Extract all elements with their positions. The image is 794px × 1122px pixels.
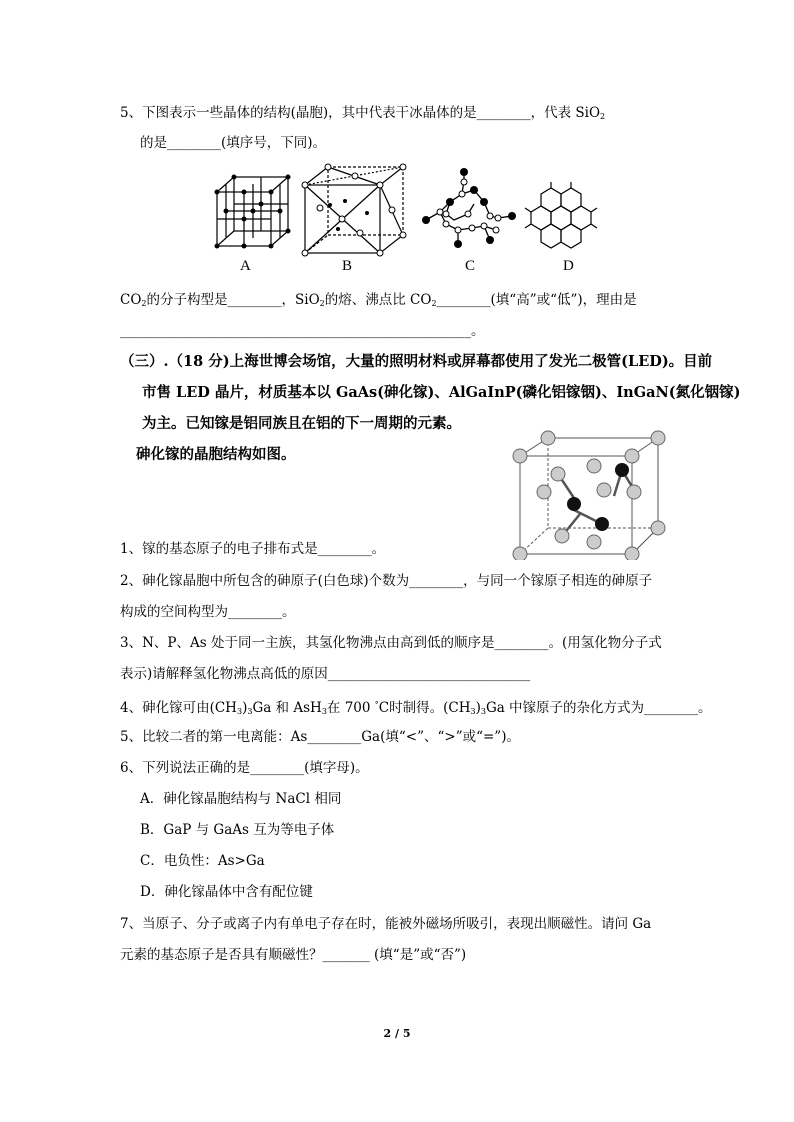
item-6-option-d: D．砷化镓晶体中含有配位键 (140, 884, 313, 900)
item-4-sub1: 3 (236, 707, 243, 716)
item-7-line2: 元素的基态原子是否具有顺磁性？_______ (填“是”或“否”) (120, 947, 467, 963)
gaas-unit-cell-figure (510, 428, 670, 560)
item-6-option-a: A．砷化镓晶胞结构与 NaCl 相同 (140, 791, 342, 807)
q5-line3-sub1: 2 (141, 299, 147, 308)
q5-line1 (120, 104, 605, 126)
item-4-sup: ° (374, 700, 379, 709)
item-6: 6、下列说法正确的是________(填字母)。 (120, 760, 369, 776)
sec3-line3: 为主。已知镓是铝同族且在铝的下一周期的元素。 (142, 415, 461, 432)
item-2-line1: 2、砷化镓晶胞中所包含的砷原子(白色球)个数为________，与同一个镓原子相连的砷原子 (120, 573, 653, 589)
q5-line1-text: 5、下图表示一些晶体的结构(晶胞)，其中代表干冰晶体的是________，代表 SiO (120, 105, 601, 121)
figure-d-graphite (524, 182, 598, 252)
q5-line1-sub: 2 (600, 112, 606, 121)
item-4-g: Ga 中镓原子的杂化方式为________。 (485, 700, 712, 716)
figure-a-lattice (212, 172, 292, 252)
item-4-sub2: 3 (247, 707, 253, 716)
item-4-sub3: 3 (321, 707, 327, 716)
figure-label-c: C (465, 258, 476, 274)
item-3-line2: 表示)请解释氢化物沸点高低的原因______________________________ (120, 666, 531, 682)
item-6-option-b: B．GaP 与 GaAs 互为等电子体 (140, 822, 335, 838)
q5-line3-a: CO (120, 292, 142, 308)
item-6-option-c: C．电负性：As>Ga (140, 853, 265, 869)
item-4-f: ) (475, 700, 481, 716)
q5-line3-c: 的熔、沸点比 CO (324, 292, 432, 308)
figure-c-network (418, 168, 520, 254)
q5-line3 (120, 291, 637, 313)
figure-label-b: B (342, 258, 353, 274)
sec3-line2: 市售 LED 晶片，材质基本以 GaAs(砷化镓)、AlGaInP(磷化铝镓铟)、InGaN(氮化铟镓) (142, 384, 741, 401)
item-4-b: ) (242, 700, 248, 716)
item-3-line1: 3、N、P、As 处于同一主族，其氢化物沸点由高到低的顺序是________。(用氢化物分子式 (120, 635, 662, 651)
item-4-c: Ga 和 AsH (252, 700, 322, 716)
item-5: 5、比较二者的第一电离能：As________Ga(填“<”、“>”或“=”)。 (120, 729, 520, 745)
q5-line3-b: 的分子构型是________，SiO (146, 292, 320, 308)
q5-line4: ____________________________________________________。 (120, 323, 485, 339)
q5-line2: 的是________(填序号，下同)。 (140, 135, 327, 151)
figure-b-cube (300, 163, 408, 258)
q5-line3-d: ________(填“高”或“低”)，理由是 (436, 292, 637, 308)
q5-line3-sub2: 2 (319, 299, 325, 308)
item-4-e: C时制得。(CH (378, 700, 471, 716)
item-4 (120, 696, 712, 721)
item-4-a: 4、砷化镓可由(CH (120, 700, 237, 716)
figure-label-a: A (240, 258, 251, 274)
sec3-line1: （三）.（18 分)上海世博会场馆，大量的照明材料或屏幕都使用了发光二极管(LED)。目前 (120, 353, 713, 370)
item-4-d: 在 700 (326, 700, 375, 716)
sec3-line4: 砷化镓的晶胞结构如图。 (136, 446, 296, 463)
item-7-line1: 7、当原子、分子或离子内有单电子存在时，能被外磁场所吸引，表现出顺磁性。请问 Ga (120, 916, 652, 932)
item-1: 1、镓的基态原子的电子排布式是________。 (120, 541, 386, 557)
figure-label-d: D (563, 258, 574, 274)
item-2-line2: 构成的空间构型为________。 (120, 604, 296, 620)
item-4-sub4: 3 (470, 707, 476, 716)
q5-line3-sub3: 2 (431, 299, 437, 308)
page-number: 2 / 5 (383, 1027, 411, 1040)
item-4-sub5: 3 (480, 707, 486, 716)
